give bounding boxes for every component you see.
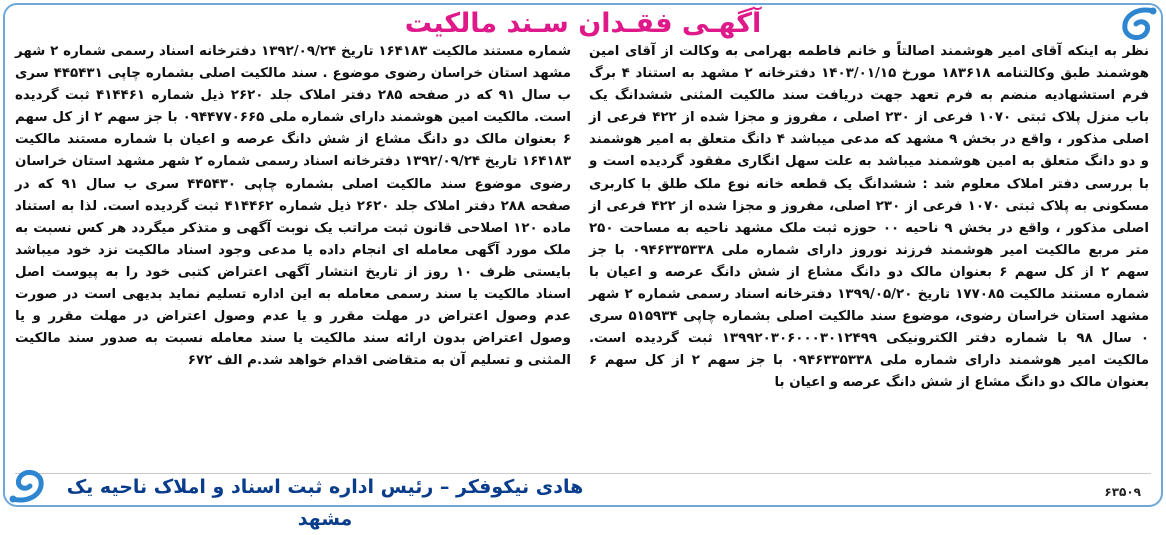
left-column-text <box>15 41 571 467</box>
reference-code: ۶۳۵۰۹ <box>1104 485 1141 499</box>
notice-title: آگهـی فقـدان سـند مالکیت <box>404 8 762 39</box>
signature-line: هادی نیکوفکر – رئیس اداره ثبت اسناد و املاک ناحیه یک مشهد <box>66 476 584 530</box>
notice-page <box>3 3 1163 530</box>
swirl-ornament-icon <box>7 465 53 505</box>
notice-body <box>15 41 1149 467</box>
right-column-paragraph: نظر به اینکه آقای امیر هوشمند اصالتاً و خانم فاطمه بهرامی به وکالت از آقای امین هوشمند طبق وکالتنامه ۱۸۳۶۱۸ مورخ ۱۴۰۳/۰۱/۱۵ دفترخانه ۲ مشهد به استناد ۴ برگ فرم استشهادیه منضم به فرم تعهد جهت دریافت سند مالکیت المثنی ششدانگ یک باب منزل پلاک ثبتی ۱۰۷۰ فرعی از ۲۳۰ اصلی ، مفروز و مجزا شده از ۴۲۲ فرعی از اصلی مذکور ، واقع در بخش ۹ مشهد که مدعی میباشد ۴ دانگ متعلق به امیر هوشمند و دو دانگ متعلق به امین هوشمند میباشد به علت سهل انگاری مفقود گردیده است و با بررسی دفتر املاک معلوم شد : ششدانگ یک قطعه خانه نوع ملک طلق با کاربری مسکونی به پلاک ثبتی ۱۰۷۰ فرعی از ۲۳۰ اصلی، مفروز و مجزا شده از ۴۲۲ فرعی از اصلی مذکور ، واقع در بخش ۹ ناحیه ۰۰ حوزه ثبت ملک مشهد ناحیه به مساحت ۲۵۰ متر مربع مالکیت امیر هوشمند فرزند نوروز دارای شماره ملی ۰۹۴۶۳۳۵۳۳۸ با جز سهم ۲ از کل سهم ۶ بعنوان مالک دو دانگ مشاع از شش دانگ عرصه و اعیان با شماره مستند مالکیت ۱۷۷۰۸۵ تاریخ ۱۳۹۹/۰۵/۲۰ دفترخانه اسناد رسمی شماره ۲ شهر مشهد استان خراسان رضوی، موضوع سند مالکیت اصلی بشماره چاپی ۵۱۵۹۳۴ سری ۰ سال ۹۸ با شماره دفتر الکترونیکی ۱۳۹۹۲۰۳۰۶۰۰۰۳۰۱۲۴۹۹ ثبت گردیده است. مالکیت امیر هوشمند دارای شماره ملی ۰۹۴۶۳۳۵۳۳۸ با جز سهم ۲ از کل سهم ۶ بعنوان مالک دو دانگ مشاع از شش دانگ عرصه و اعیان با <box>589 44 1150 391</box>
right-column-text <box>589 41 1149 467</box>
left-column-paragraph: شماره مستند مالکیت ۱۶۴۱۸۳ تاریخ ۱۳۹۲/۰۹/۲۴ دفترخانه اسناد رسمی شماره ۲ شهر مشهد استان خراسان رضوی موضوع . سند مالکیت اصلی بشماره چاپی ۴۴۵۴۳۱ سری ب سال ۹۱ که در صفحه ۲۸۵ دفتر املاک جلد ۲۶۲۰ ذیل شماره ۴۱۴۴۶۱ ثبت گردیده است. مالکیت امین هوشمند دارای شماره ملی ۰۹۴۴۷۷۰۶۶۵ با جز سهم ۲ از کل سهم ۶ بعنوان مالک دو دانگ مشاع از شش دانگ عرصه و اعیان با شماره مستند مالکیت ۱۶۴۱۸۳ تاریخ ۱۳۹۲/۰۹/۲۴ دفترخانه اسناد رسمی شماره ۲ شهر مشهد استان خراسان رضوی موضوع سند مالکیت اصلی بشماره چاپی ۴۴۵۴۳۰ سری ب سال ۹۱ که در صفحه ۲۸۸ دفتر املاک جلد ۲۶۲۰ ذیل شماره ۴۱۴۴۶۲ ثبت گردیده است. لذا به استناد ماده ۱۲۰ اصلاحی قانون ثبت مراتب یک نوبت آگهی و متذکر میگردد هر کس نسبت به ملک مورد آگهی معامله ای انجام داده یا مدعی وجود اسناد مالکیت نزد خود میباشد بایستی ظرف ۱۰ روز از تاریخ انتشار آگهی اعتراض کتبی خود را به پیوست اصل اسناد مالکیت یا سند رسمی معامله به این اداره تسلیم نماید بدیهی است در صورت عدم وصول اعتراض در مهلت مقرر و یا عدم وصول اعتراض در مهلت مقرر و یا وصول اعتراض بدون ارائه سند مالکیت یا سند معامله نسبت به صدور سند مالکیت المثنی و تسلیم آن به متقاضی اقدام خواهد شد.م الف ۶۷۲ <box>15 44 572 369</box>
